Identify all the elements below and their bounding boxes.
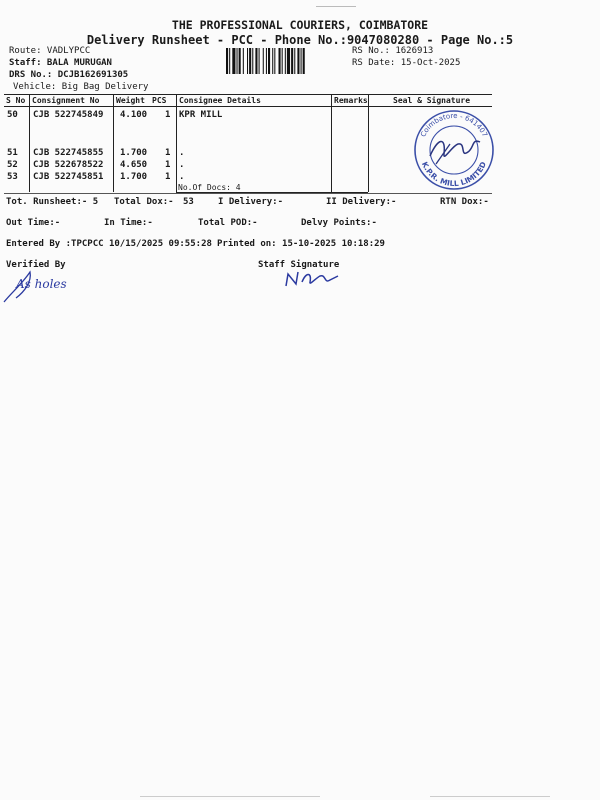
cell-sno: 51 bbox=[7, 148, 18, 158]
cell-consignee: KPR MILL bbox=[179, 110, 223, 120]
cell-weight: 1.700 bbox=[120, 148, 148, 158]
barcode-image bbox=[226, 48, 349, 74]
cell-sno: 52 bbox=[7, 160, 18, 170]
cell-consignee: . bbox=[179, 160, 185, 170]
document-title: THE PROFESSIONAL COURIERS, COIMBATORE bbox=[171, 18, 429, 32]
cell-pcs: 1 bbox=[165, 160, 171, 170]
printed-on: Printed on: 15-10-2025 10:18:29 bbox=[217, 239, 385, 249]
entered-by: Entered By :TPCPCC 10/15/2025 09:55:28 bbox=[6, 239, 212, 249]
staff-label: Staff: BALA MURUGAN bbox=[9, 58, 112, 68]
verified-signature bbox=[2, 262, 82, 306]
col-header-pcs: PCS bbox=[152, 96, 167, 105]
cell-pcs: 1 bbox=[165, 110, 171, 120]
no-of-docs: No.Of Docs: 4 bbox=[178, 183, 241, 192]
route-label: Route: VADLYPCC bbox=[9, 46, 91, 56]
cell-consignment: CJB 522745855 bbox=[33, 148, 104, 158]
cell-consignment: CJB 522678522 bbox=[33, 160, 104, 170]
verified-by-label: Verified By bbox=[6, 260, 66, 270]
cell-consignee: . bbox=[179, 148, 185, 158]
col-header-weight: Weight bbox=[116, 96, 145, 105]
tot-runsheet: Tot. Runsheet:- 5 bbox=[6, 197, 99, 207]
total-dox-label: Total Dox:- bbox=[114, 197, 174, 207]
col-header-seal: Seal & Signature bbox=[393, 96, 471, 105]
staff-signature bbox=[282, 268, 346, 292]
i-delivery: I Delivery:- bbox=[218, 197, 284, 207]
cell-weight: 4.650 bbox=[120, 160, 148, 170]
cell-consignee: . bbox=[179, 172, 185, 182]
staff-signature-label: Staff Signature bbox=[258, 260, 340, 270]
total-dox-value: 53 bbox=[183, 197, 194, 207]
cell-pcs: 1 bbox=[165, 172, 171, 182]
scan-artifact bbox=[430, 796, 550, 797]
svg-text:Coimbatore - 641407 bbox=[419, 112, 489, 138]
rtn-dox: RTN Dox:- bbox=[440, 197, 489, 207]
col-header-sno: S No bbox=[6, 96, 26, 105]
out-time: Out Time:- bbox=[6, 218, 61, 228]
seal-signature-scribble bbox=[430, 141, 480, 156]
verified-signature-text: As holes bbox=[16, 277, 67, 291]
cell-weight: 1.700 bbox=[120, 172, 148, 182]
vehicle-label: Vehicle: Big Bag Delivery bbox=[13, 82, 149, 92]
col-header-consignment: Consignment No bbox=[32, 96, 100, 105]
cell-consignment: CJB 522745849 bbox=[33, 110, 104, 120]
scan-artifact bbox=[140, 796, 320, 797]
cell-sno: 50 bbox=[7, 110, 18, 120]
delvy-points: Delvy Points:- bbox=[301, 218, 377, 228]
ii-delivery: II Delivery:- bbox=[326, 197, 397, 207]
cell-sno: 53 bbox=[7, 172, 18, 182]
rs-number: RS No.: 1626913 bbox=[352, 46, 434, 56]
cell-pcs: 1 bbox=[165, 148, 171, 158]
drs-number: DRS No.: DCJB162691305 bbox=[9, 70, 129, 80]
scan-artifact bbox=[316, 6, 356, 7]
rs-date: RS Date: 15-Oct-2025 bbox=[352, 58, 461, 68]
col-header-remarks: Remarks bbox=[334, 96, 368, 105]
cell-consignment: CJB 522745851 bbox=[33, 172, 104, 182]
col-header-consignee: Consignee Details bbox=[179, 96, 261, 105]
total-pod: Total POD:- bbox=[198, 218, 258, 228]
seal-top-text: Coimbatore - 641407 bbox=[419, 111, 489, 139]
document-subtitle: Delivery Runsheet - PCC - Phone No.:9047080280 - Page No.:5 bbox=[86, 33, 514, 47]
in-time: In Time:- bbox=[104, 218, 153, 228]
seal-bottom-text: K.P.R. MILL LIMITED bbox=[419, 160, 489, 189]
cell-weight: 4.100 bbox=[120, 110, 148, 120]
company-seal-stamp bbox=[410, 108, 498, 192]
